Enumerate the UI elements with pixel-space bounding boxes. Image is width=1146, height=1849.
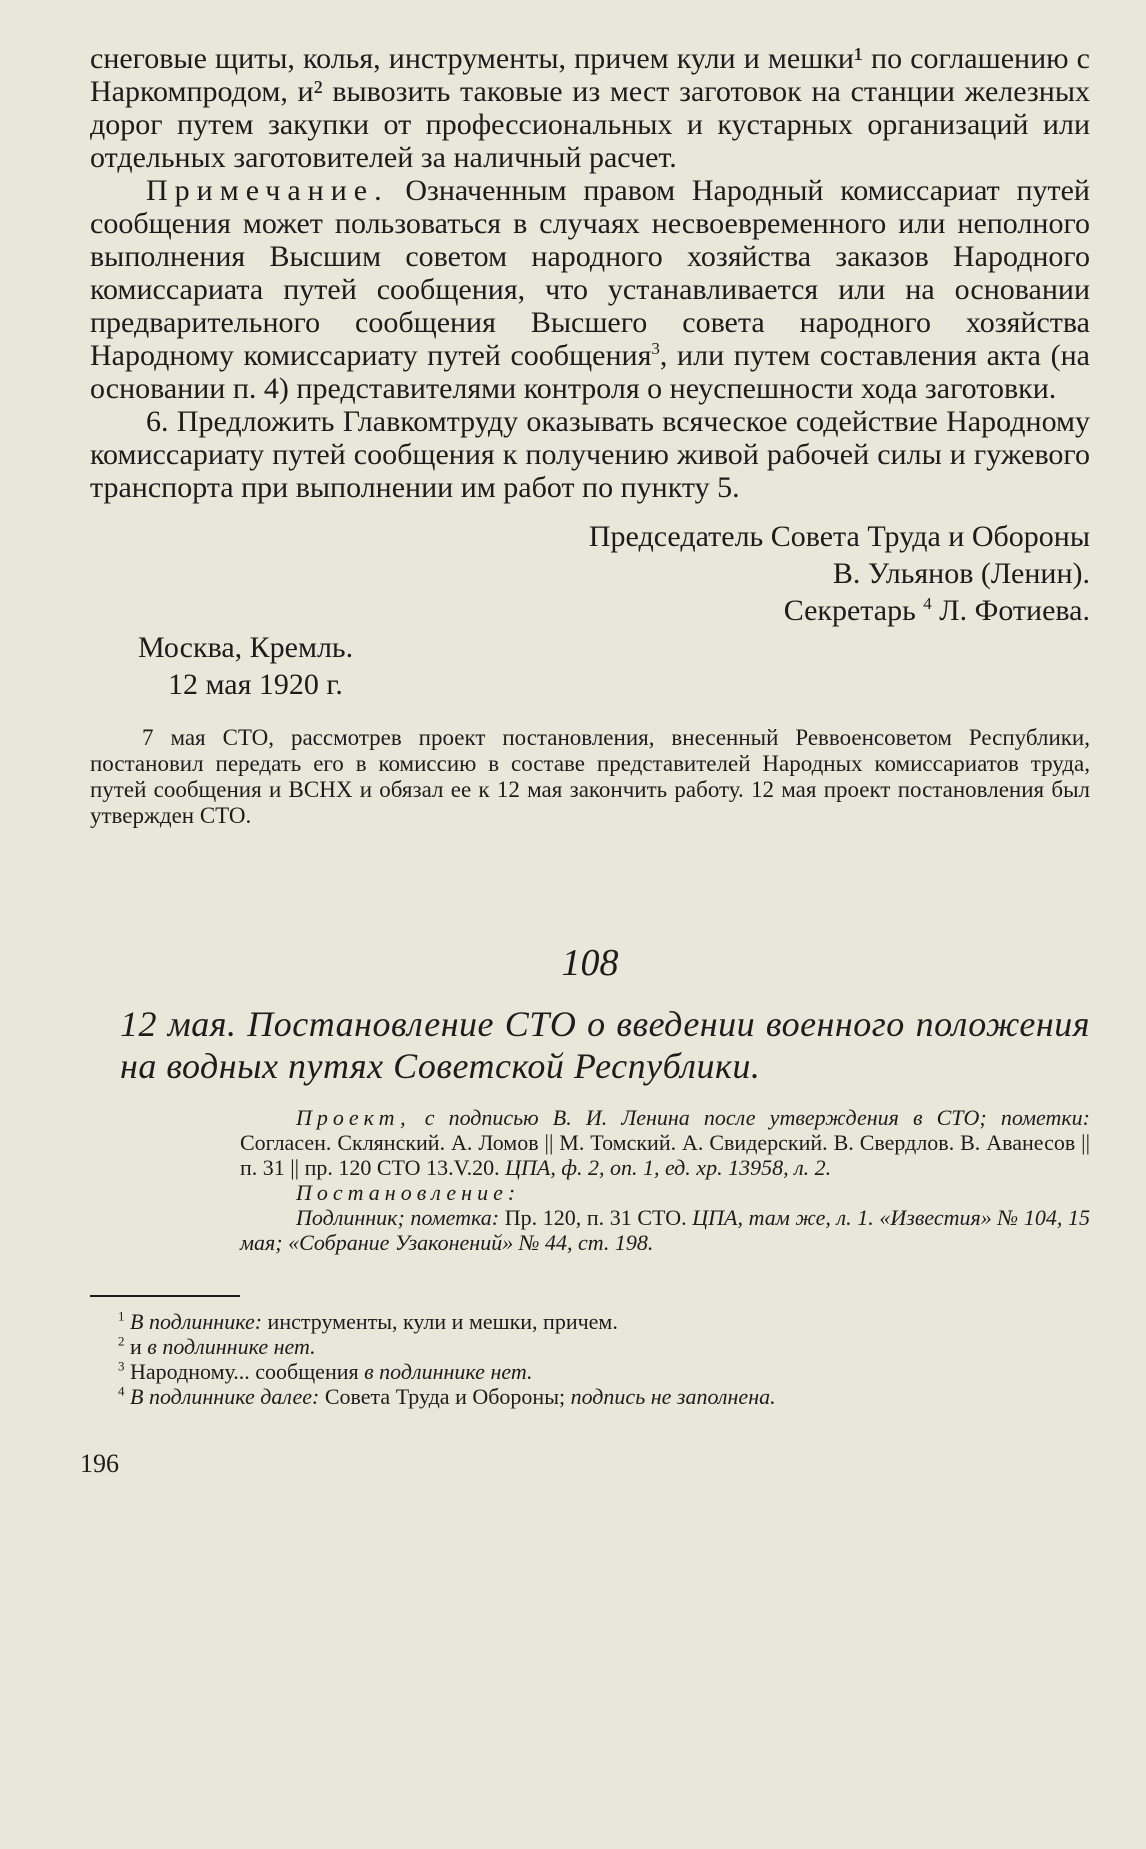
paragraph-continuation: снеговые щиты, колья, инструменты, причем кули и мешки¹ по соглашению с Наркомпродом, и² вывозить таковые из мест заготовок на станции железных дорог путем закупки от профессиональных и кустарных организаций или отдельных заготовителей за наличный расчет. — [90, 42, 1090, 174]
source-resolution-label: Постановление: — [296, 1180, 521, 1205]
source-draft-archive: ЦПА, ф. 2, оп. 1, ед. хр. 13958, л. 2. — [505, 1155, 832, 1180]
signature-chairman-title: Председатель Совета Труда и Обороны — [588, 520, 1090, 553]
source-original-mark: Пр. 120, п. 31 СТО. — [504, 1205, 687, 1230]
signature-chairman-name: В. Ульянов (Ленин). — [832, 557, 1090, 590]
secretary-name: Л. Фотиева. — [939, 594, 1090, 627]
place-line: Москва, Кремль. — [138, 631, 354, 664]
signature-secretary — [90, 592, 1090, 629]
footnote-divider — [90, 1295, 240, 1297]
note-text-b: , или путем составления акта (на основании п. 4) представителями контроля о неуспешности хода заготовки. — [90, 339, 1090, 405]
source-entry-original — [240, 1205, 1090, 1255]
footnote-4: $^4$ В подлиннике далее: Совета Труда и Обороны; подпись не заполнена. — [118, 1383, 776, 1409]
note-paragraph — [90, 174, 1090, 405]
source-draft-marks: Согласен. Склянский. А. Ломов || М. Томский. А. Свидерский. В. Свердлов. В. Аванесов || п. 31 || пр. 120 СТО 13.V.20. — [240, 1130, 1090, 1180]
footnote-ref-4: 4 — [923, 594, 932, 613]
footnote-2: $^2$ и в подлиннике нет. — [118, 1333, 316, 1359]
source-original-desc: Подлинник; пометка: — [296, 1205, 500, 1230]
editorial-note: 7 мая СТО, рассмотрев проект постановления, внесенный Реввоенсоветом Республики, постановил передать его в комиссию в составе представителей Народных комиссариатов труда, путей сообщения и ВСНХ и обязал ее к 12 мая закончить работу. 12 мая проект постановления был утвержден СТО. — [90, 725, 1090, 828]
point-6-paragraph: 6. Предложить Главкомтруду оказывать всяческое содействие Народному комиссариату путей сообщения к получению живой рабочей силы и гужевого транспорта при выполнении им работ по пункту 5. — [90, 405, 1090, 504]
footnote-3: $^3$ Народному... сообщения в подлиннике нет. — [118, 1358, 533, 1384]
source-original-archive: ЦПА, там же, л. 1. «Известия» № 104, 15 мая; «Собрание Узаконений» № 44, ст. 198. — [240, 1205, 1091, 1255]
date-line: 12 мая 1920 г. — [168, 668, 343, 701]
source-block — [240, 1105, 1090, 1255]
document-number: 108 — [561, 942, 619, 984]
page-number: 196 — [80, 1449, 119, 1478]
secretary-label: Секретарь — [783, 594, 916, 627]
note-label: Примечание. — [146, 174, 389, 207]
footnote-1: $^1$ В подлиннике: инструменты, кули и мешки, причем. — [118, 1308, 618, 1334]
footnotes — [90, 1309, 1090, 1409]
source-draft-desc: с подписью В. И. Ленина после утверждения в СТО; пометки: — [424, 1105, 1091, 1130]
source-entry-resolution — [240, 1180, 1090, 1205]
source-entry-draft — [240, 1105, 1090, 1180]
footnote-ref-3: 3 — [651, 339, 660, 358]
document-title: 12 мая. Постановление СТО о введении военного положения на водных путях Советской Республики. — [120, 1004, 1090, 1086]
book-page — [80, 42, 1091, 1479]
note-text-a: Означенным правом Народный комиссариат путей сообщения может пользоваться в случаях несвоевременного или неполного выполнения Высшим советом народного хозяйства заказов Народного комиссариата путей сообщения, что устанавливается или на основании предварительного сообщения Высшего совета народного хозяйства Народному комиссариату путей сообщения — [90, 174, 1090, 372]
source-draft-label: Проект, — [296, 1105, 411, 1130]
